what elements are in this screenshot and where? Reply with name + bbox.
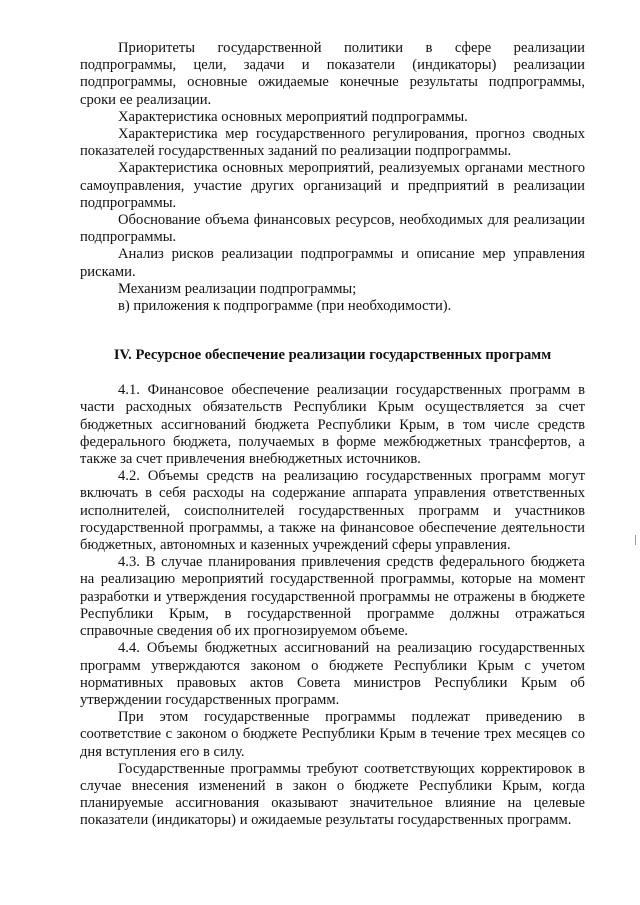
paragraph-main-activities: Характеристика основных мероприятий подпрограммы. [118,108,468,125]
paragraph-adjustments: Государственные программы требуют соответствующих корректировок в случае внесения изменений в закон о бюджете Республики Крым, когда планируемые ассигнования оказывают значительное влияние на целевые показатели (индикаторы) и ожидаемые результаты государственных программ. [80,760,585,829]
section-heading: IV. Ресурсное обеспечение реализации государственных программ [113,347,552,364]
paragraph-regulation-measures: Характеристика мер государственного регулирования, прогноз сводных показателей государственных заданий по реализации подпрограммы. [80,126,585,160]
section-spacer [80,315,585,347]
paragraph-4-3: 4.3. В случае планирования привлечения средств федерального бюджета на реализацию мероприятий государственной программы, которые на момент разработки и утверждения государственной программы не отражены в бюджете Республики Крым, в государственной программе должны отражаться справочные сведения об их прогнозируемом объеме. [80,554,585,640]
paragraph-4-2: 4.2. Объемы средств на реализацию государственных программ могут включать в себя расходы на содержание аппарата управления ответственных исполнителей, соисполнителей государственных программ и участников государственной программы, а также на финансовое обеспечение деятельности бюджетных, автономных и казенных учреждений сферы управления. [80,468,585,554]
paragraph-4-1: 4.1. Финансовое обеспечение реализации государственных программ в части расходных обязательств Республики Крым осуществляется за счет бюджетных ассигнований бюджета Республики Крым, в том числе средств федерального бюджета, получаемых в форме межбюджетных трансфертов, а также за счет привлечения внебюджетных источников. [80,382,585,468]
paragraph-financial-justification: Обоснование объема финансовых ресурсов, необходимых для реализации подпрограммы. [80,212,585,246]
paragraph-risk-analysis: Анализ рисков реализации подпрограммы и описание мер управления рисками. [80,246,585,280]
paragraph-appendices: в) приложения к подпрограмме (при необходимости). [118,298,452,315]
document-page [80,40,585,830]
paragraph-local-government: Характеристика основных мероприятий, реализуемых органами местного самоуправления, участие других организаций и предприятий в реализации подпрограммы. [80,160,585,211]
paragraph-alignment: При этом государственные программы подлежат приведению в соответствие с законом о бюджете Республики Крым в течение трех месяцев со дня вступления его в силу. [80,709,585,760]
paragraph-priorities: Приоритеты государственной политики в сфере реализации подпрограммы, цели, задачи и показатели (индикаторы) реализации подпрограммы, основные ожидаемые конечные результаты подпрограммы, сроки ее реализации. [80,40,585,108]
scan-margin-mark [635,535,636,545]
paragraph-4-4: 4.4. Объемы бюджетных ассигнований на реализацию государственных программ утверждаются законом о бюджете Республики Крым с учетом нормативных правовых актов Совета министров Республики Крым об утверждении государственных программ. [80,640,585,708]
paragraph-mechanism: Механизм реализации подпрограммы; [118,280,357,297]
